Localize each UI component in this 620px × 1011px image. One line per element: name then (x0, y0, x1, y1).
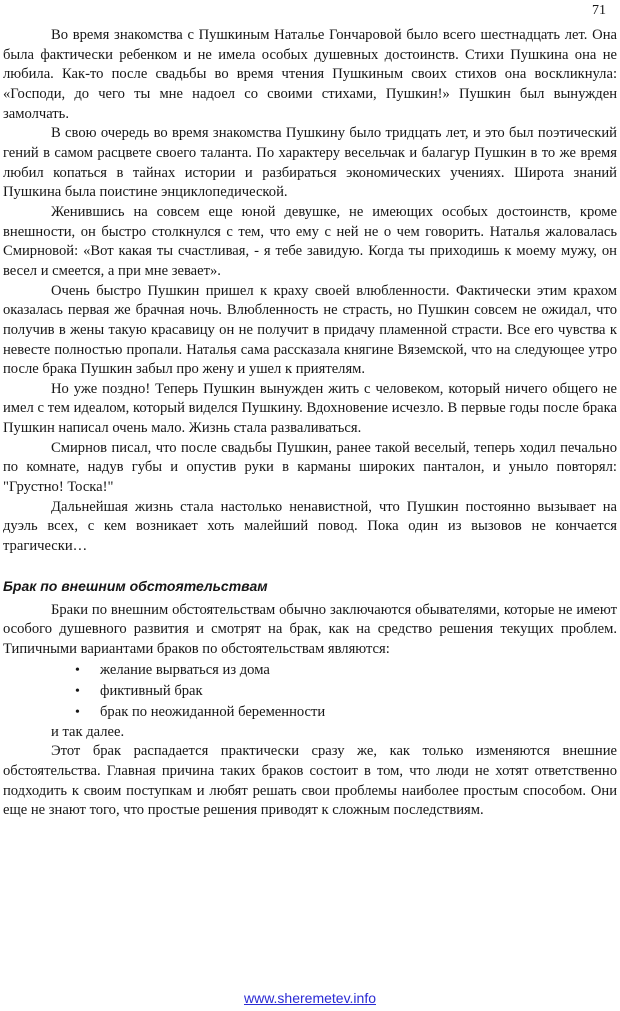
paragraph: Но уже поздно! Теперь Пушкин вынужден жить с человеком, который ничего общего не имел с тем идеалом, который виделся Пушкину. Вдохновение исчезло. В первые годы после брака Пушкин написал очень мало. Жизнь стала разваливаться. (3, 380, 617, 437)
paragraph: Дальнейшая жизнь стала настолько ненавистной, что Пушкин постоянно вызывает на дуэль всех, с кем возникает хоть малейший повод. Пока один из вызовов не кончается трагически… (3, 498, 617, 555)
page-number: 71 (592, 3, 606, 18)
bullet-icon: • (75, 704, 80, 720)
list-item-text: брак по неожиданной беременности (100, 703, 326, 720)
list-item-text: фиктивный брак (100, 682, 203, 699)
paragraph: В свою очередь во время знакомства Пушкину было тридцать лет, и это был поэтический гений в самом расцвете своего таланта. По характеру весельчак и балагур Пушкин в то же время любил копаться в тайнах истории и разбираться экономических учениях. Широта знаний Пушкина была поистине энциклопедической. (3, 125, 617, 201)
page-body (3, 26, 617, 821)
after-list-text: и так далее. (51, 723, 125, 740)
list-item (3, 702, 617, 723)
footer-website-link[interactable]: www.sheremetev.info (243, 990, 376, 1006)
paragraph: Очень быстро Пушкин пришел к краху своей влюбленности. Фактически этим крахом оказалась первая же брачная ночь. Влюбленность не страсть, но Пушкин совсем не ожидал, что получив в жены такую красавицу он не получит в придачу пламенной страсти. Все его чувства к невесте полностью пропали. Наталья сама рассказала княгине Вяземской, что на следующее утро после брака Пушкин забыл про жену и ушел к приятелям. (3, 282, 617, 378)
bullet-icon: • (75, 683, 80, 699)
paragraph: Смирнов писал, что после свадьбы Пушкин, ранее такой веселый, теперь ходил печально по комнате, надув губы и опустив руки в карманы широких панталон, и уныло повторял: "Грустно! Тоска!" (3, 439, 617, 496)
list-item (3, 660, 617, 681)
paragraph: Женившись на совсем еще юной девушке, не имеющих особых достоинств, кроме внешности, он быстро столкнулся с тем, что ему с ней не о чем говорить. Наталья жаловалась Смирновой: «Вот какая ты счастливая, - я тебе завидую. Когда ты приходишь к моему мужу, он весел и смеется, а при мне зевает». (3, 203, 617, 279)
section-heading: Брак по внешним обстоятельствам (3, 577, 268, 594)
list-item-text: желание вырваться из дома (100, 661, 270, 678)
section-intro: Браки по внешним обстоятельствам обычно заключаются обывателями, которые не имеют особого душевного развития и смотрят на брак, как на средство решения текущих проблем. Типичными вариантами браков по обстоятельствам являются: (3, 601, 617, 658)
bullet-icon: • (75, 662, 80, 678)
paragraph: Во время знакомства с Пушкиным Наталье Гончаровой было всего шестнадцать лет. Она была фактически ребенком и не имела особых душевных достоинств. Стихи Пушкина она не любила. Как-то после свадьбы во время чтения Пушкиным своих стихов она воскликнула: «Господи, до чего ты мне надоел со своими стихами, Пушкин!» Пушкин был вынужден замолчать. (3, 27, 617, 122)
bullet-list (3, 660, 617, 723)
closing-paragraph: Этот брак распадается практически сразу же, как только изменяются внешние обстоятельства. Главная причина таких браков состоит в том, что люди не хотят ответственно подходить к своим поступкам и любят решать свои проблемы наиболее простым способом. Они еще не знают того, что простые решения приводят к сложным последствиям. (3, 743, 617, 819)
list-item (3, 681, 617, 702)
